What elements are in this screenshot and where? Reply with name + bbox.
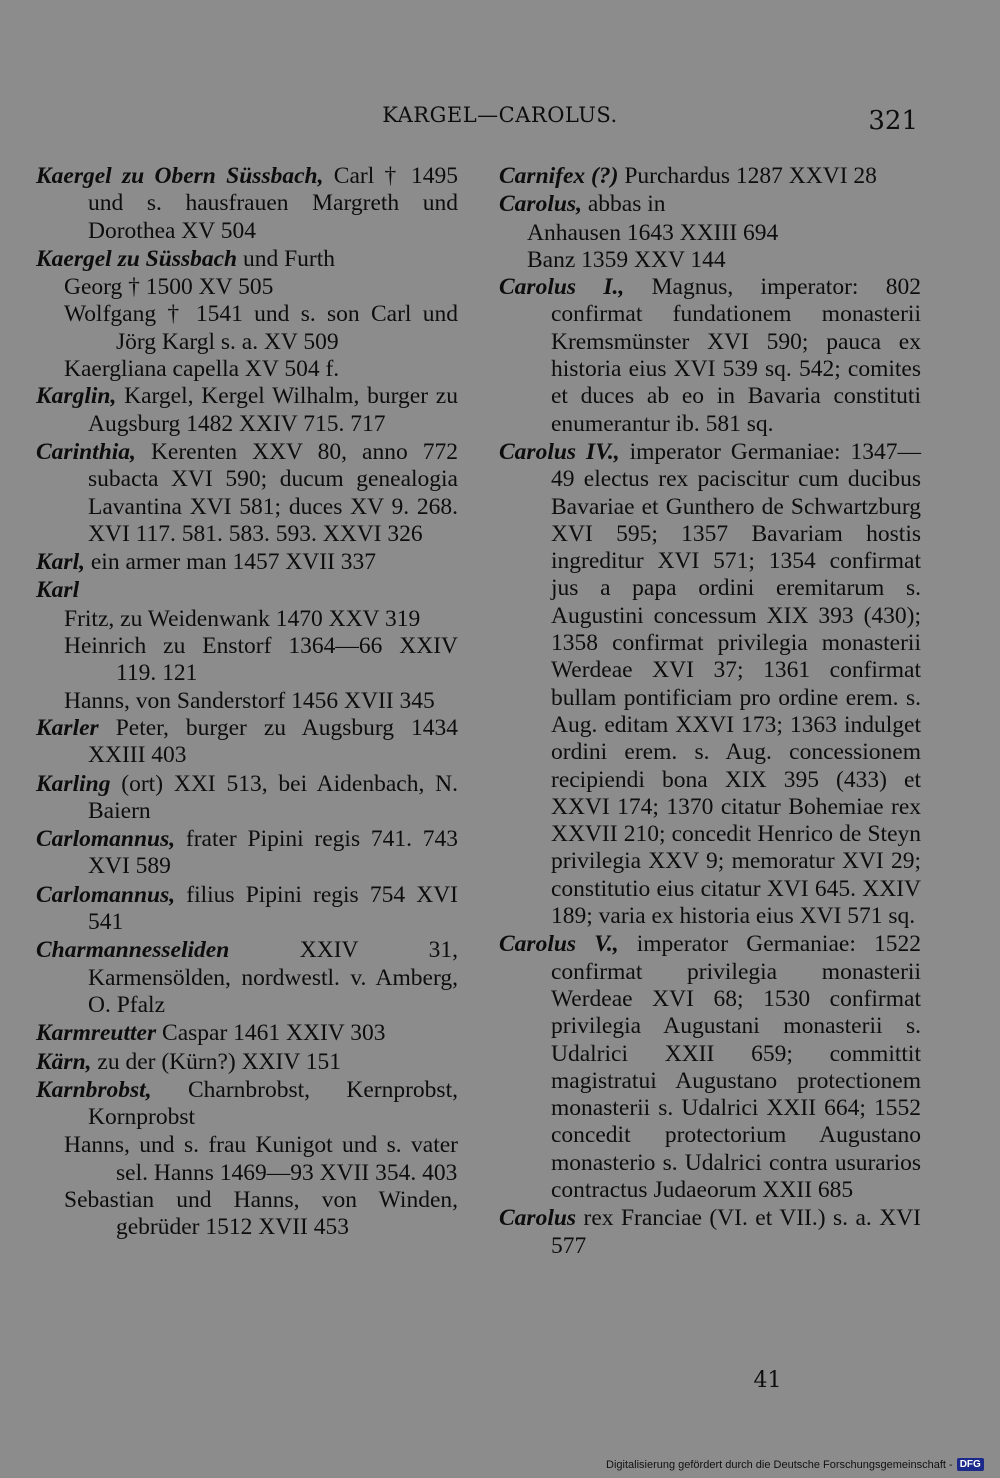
index-entry xyxy=(36,549,458,576)
entry-text: frater Pipini regis 741. 743 XVI 589 xyxy=(88,826,458,880)
entry-headword: Karling xyxy=(36,770,111,797)
page-title: KARGEL—CAROLUS. xyxy=(382,103,618,127)
entry-text: (ort) XXI 513, bei Aidenbach, N. Baiern xyxy=(88,770,458,824)
entry-text: Kargel, Kergel Wilhalm, burger zu Augsburg 1482 XXIV 715. 717 xyxy=(88,383,458,437)
credit-text: Digitalisierung gefördert durch die Deutsche Forschungsgemeinschaft - xyxy=(606,1458,953,1471)
right-column xyxy=(499,163,921,1261)
index-subentry: Anhausen 1643 XXIII 694 xyxy=(527,219,779,246)
entry-text: Charnbrobst, Kernprobst, Kornprobst xyxy=(88,1076,458,1131)
index-entry xyxy=(36,1077,458,1132)
entry-headword: Kaergel zu Süssbach xyxy=(36,245,238,272)
entry-headword: Carlomannus, xyxy=(36,826,176,853)
index-entry xyxy=(36,937,458,1019)
index-entry xyxy=(499,439,921,930)
entry-text: filius Pipini regis 754 XVI 541 xyxy=(88,881,458,936)
index-entry xyxy=(36,577,458,604)
entry-text: imperator Germaniae: 1522 confirmat privilegia monasterii Werdeae XVI 68; 1530 confirmat privilegia Augustani monasterii s. Udalrici XXII 659; committit magistratui Augustano protectionem monasterii s. Udalrici XXII 664; 1552 concedit protectorium Augustano monasterio s. Udalrici contra usurarios contractus Judaeorum XXII 685 xyxy=(551,931,921,1203)
index-entry xyxy=(36,163,458,245)
index-subentry: Hanns, von Sanderstorf 1456 XVII 345 xyxy=(64,687,435,714)
index-entry xyxy=(36,771,458,826)
index-entry xyxy=(499,163,921,190)
index-entry xyxy=(36,826,458,881)
index-subentry: Georg † 1500 XV 505 xyxy=(64,274,274,301)
entry-text: zu der (Kürn?) XXIV 151 xyxy=(91,1048,342,1075)
entry-headword: Carolus xyxy=(499,1205,577,1232)
entry-text: und Furth xyxy=(237,245,336,272)
entry-headword: Carolus IV., xyxy=(499,438,620,465)
entry-headword: Carolus V., xyxy=(499,931,619,958)
index-entry xyxy=(36,1020,458,1047)
dfg-logo: DFG xyxy=(957,1458,984,1471)
index-entry xyxy=(36,383,458,438)
entry-text: Kerenten XXV 80, anno 772 subacta XVI 590; ducum genealogia Lavantina XVI 581; duces XV 9. 268. XVI 117. 581. 583. 593. XXVI 326 xyxy=(88,438,458,547)
entry-headword: Carolus I., xyxy=(499,274,625,301)
index-entry xyxy=(499,1205,921,1260)
index-subentry: Kaergliana capella XV 504 f. xyxy=(64,356,340,383)
index-subentry: Wolfgang † 1541 und s. son Carl und Jörg Kargl s. a. XV 509 xyxy=(64,301,458,355)
entry-text: Purchardus 1287 XXVI 28 xyxy=(618,163,877,189)
index-subentry: Fritz, zu Weidenwank 1470 XXV 319 xyxy=(64,605,421,632)
entry-text: Magnus, imperator: 802 confirmat fundationem monasterii Kremsmünster XVI 590; pauca ex historia eius XVI 539 sq. 542; comites et duces ab eo in Bavaria constituti enumerantur ib. 581 sq. xyxy=(551,274,921,437)
index-entry xyxy=(499,191,921,218)
entry-text: Caspar 1461 XXIV 303 xyxy=(156,1020,386,1047)
entry-headword: Karnbrobst, xyxy=(36,1076,152,1103)
entry-headword: Carolus, xyxy=(499,191,582,218)
entry-text: ein armer man 1457 XVII 337 xyxy=(84,549,377,576)
entry-headword: Karl, xyxy=(36,549,85,576)
entry-headword: Charmannesseliden xyxy=(36,937,230,964)
index-subentry: Banz 1359 XXV 144 xyxy=(527,246,726,273)
entry-headword: Carlomannus, xyxy=(36,881,176,908)
left-column xyxy=(36,163,458,1242)
entry-headword: Karglin, xyxy=(36,383,117,410)
entry-headword: Kaergel zu Obern Süssbach, xyxy=(36,163,324,189)
entry-headword: Karmreutter xyxy=(36,1020,157,1047)
entry-headword: Karler xyxy=(36,714,99,741)
entry-headword: Karl xyxy=(36,577,80,604)
entry-headword: Carinthia, xyxy=(36,438,136,465)
entry-text: XXIV 31, Karmensölden, nordwestl. v. Amberg, O. Pfalz xyxy=(88,937,458,1018)
index-entry xyxy=(36,882,458,937)
entry-text: Peter, burger zu Augsburg 1434 XXIII 403 xyxy=(88,714,458,769)
entry-text: rex Franciae (VI. et VII.) s. a. XVI 577 xyxy=(551,1205,921,1259)
entry-text: imperator Germaniae: 1347—49 electus rex paciscitur cum ducibus Bavariae et Gunthero de Schwartzburg XVI 595; 1357 Bavariam hostis ingreditur XVI 571; 1354 confirmat jus a papa ordini eremitarum s. Augustini concessum XIX 393 (430); 1358 confirmat privilegia monasterii Werdeae XVI 37; 1361 confirmat bullam pontificiam pro ordine erem. s. Aug. editam XXVI 173; 1363 indulget ordini erem. s. Aug. concessionem recipiendi bona XIX 395 (433) et XXVI 174; 1370 citatur Bohemiae rex XXVII 210; concedit Henrico de Steyn privilegia XXV 9; memoratur XVI 29; constitutio eius citatur XVI 645. XXIV 189; varia ex historia eius XVI 571 sq. xyxy=(551,438,921,930)
index-entry xyxy=(499,931,921,1204)
entry-text: Carl † 1495 und s. hausfrauen Margreth und Dorothea XV 504 xyxy=(88,163,458,244)
page-number: 321 xyxy=(868,106,918,136)
digitization-credit xyxy=(606,1458,984,1471)
index-entry xyxy=(36,439,458,548)
index-entry xyxy=(36,715,458,770)
index-entry xyxy=(499,274,921,438)
index-subentry: Sebastian und Hanns, von Winden, gebrüder 1512 XVII 453 xyxy=(64,1186,458,1241)
index-entry xyxy=(36,246,458,273)
index-subentry: Heinrich zu Enstorf 1364—66 XXIV 119. 121 xyxy=(64,633,458,687)
index-entry xyxy=(36,1049,458,1076)
entry-text: abbas in xyxy=(581,191,666,218)
entry-headword: Kärn, xyxy=(36,1048,92,1075)
signature-mark: 41 xyxy=(753,1368,782,1393)
entry-headword: Carnifex (?) xyxy=(499,163,619,189)
index-subentry: Hanns, und s. frau Kunigot und s. vater sel. Hanns 1469—93 XVII 354. 403 xyxy=(64,1132,458,1186)
